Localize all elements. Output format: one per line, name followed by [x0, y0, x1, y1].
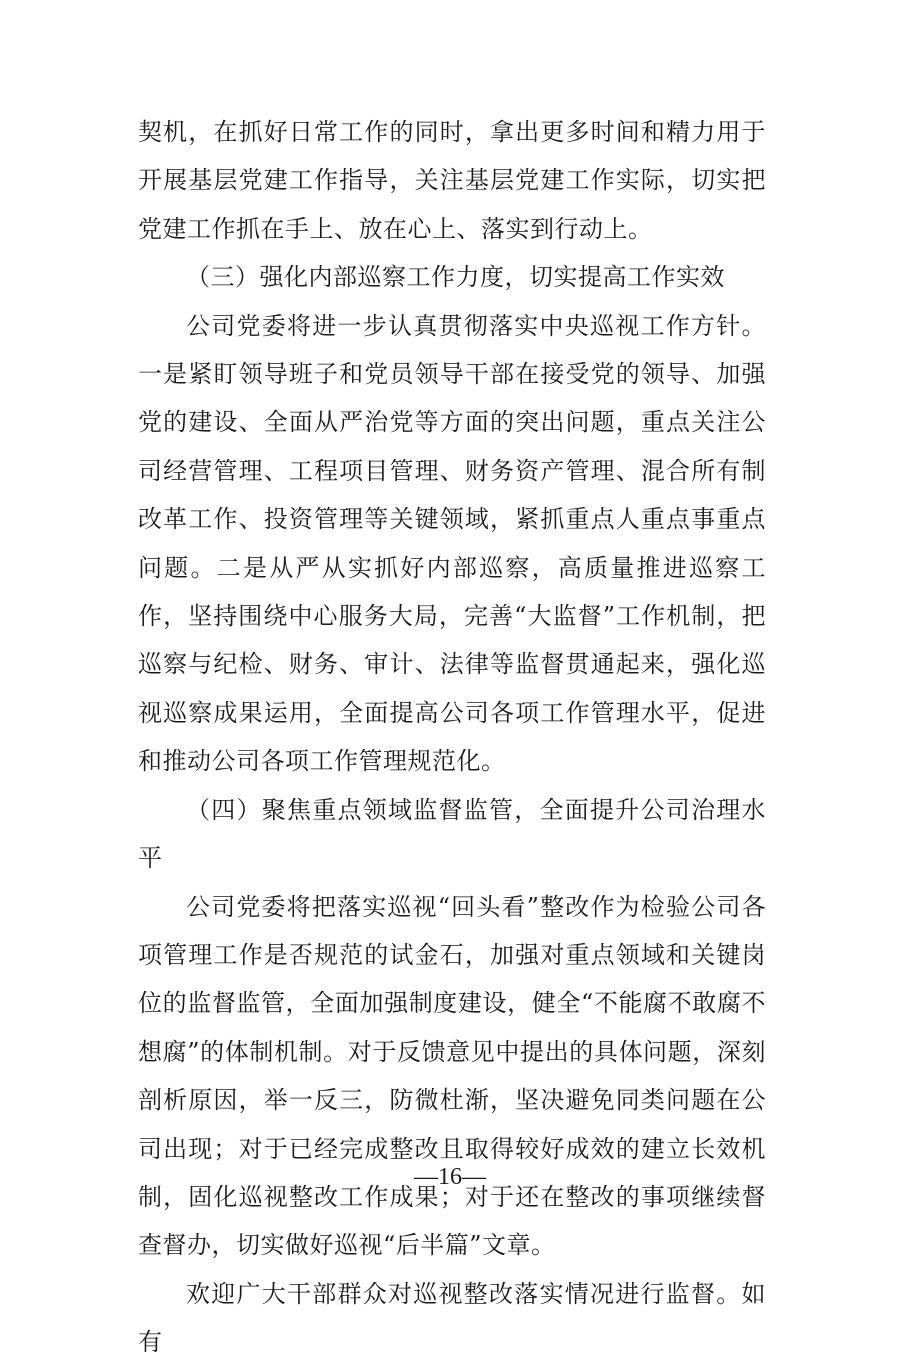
paragraph-continuation: 契机，在抓好日常工作的同时，拿出更多时间和精力用于开展基层党建工作指导，关注基层党建工作实际，切实把党建工作抓在手上、放在心上、落实到行动上。 — [138, 118, 766, 243]
paragraph-inspection: 公司党委将进一步认真贯彻落实中央巡视工作方针。一是紧盯领导班子和党员领导干部在接受党的领导、加强党的建设、全面从严治党等方面的突出问题，重点关注公司经营管理、工程项目管理、财务资产管理、混合所有制改革工作、投资管理等关键领域，紧抓重点人重点事重点问题。二是从严从实抓好内部巡察，高质量推进巡察工作，坚持围绕中心服务大局，完善“大监督”工作机制，把巡察与纪检、财务、审计、法律等监督贯通起来，强化巡视巡察成果运用，全面提高公司各项工作管理水平，促进和推动公司各项工作管理规范化。 — [138, 311, 766, 776]
paragraph-welcome: 欢迎广大干部群众对巡视整改落实情况进行监督。如有 — [138, 1279, 766, 1357]
section-heading-three: （三）强化内部巡察工作力度，切实提高工作实效 — [186, 263, 725, 292]
paragraph-supervision: 公司党委将把落实巡视“回头看”整改作为检验公司各项管理工作是否规范的试金石，加强对重点领域和关键岗位的监督监管，全面加强制度建设，健全“不能腐不敢腐不想腐”的体制机制。对于反馈意见中提出的具体问题，深刻剖析原因，举一反三，防微杜渐，坚决避免同类问题在公司出现；对于已经完成整改且取得较好成效的建立长效机制，固化巡视整改工作成果；对于还在整改的事项继续督查督办，切实做好巡视“后半篇”文章。 — [138, 892, 766, 1260]
section-heading-four: （四）聚焦重点领域监督监管，全面提升公司治理水平 — [138, 795, 766, 873]
page-number: —16— — [414, 1164, 486, 1190]
